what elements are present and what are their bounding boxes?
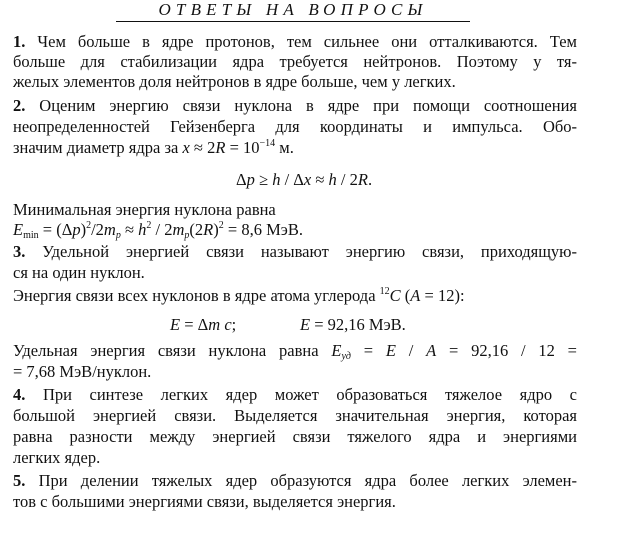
answer-3-line-2: ся на один нуклон. [13, 263, 145, 282]
answer-2-line-2: неопределенностей Гейзенберга для координаты и импульса. Обо- [13, 117, 577, 136]
uncertainty-formula: Δp ≥ h / Δx ≈ h / 2R. [236, 170, 373, 189]
answer-2-line-3: значим диаметр ядра за $x \approx 2R = 10^{-14}$ м. [13, 138, 294, 157]
answer-5-number: 5. [13, 471, 26, 490]
answer-2-line-1: 2. Оценим энергию связи нуклона в ядре при помощи соотношения [13, 96, 578, 115]
answer-3-line-1: 3. Удельной энергией связи называют энергию связи, приходящую- [13, 242, 577, 261]
answer-3-number: 3. [13, 242, 26, 261]
answer-1-line-1: 1. Чем больше в ядре протонов, тем сильнее они отталкиваются. Тем [13, 32, 578, 51]
answer-4-line-2: большой энергией связи. Выделяется значительная энергия, которая [13, 406, 577, 425]
specific-energy-line: Удельная энергия связи нуклона равна $E_{уд} = E / A = 92,16 / 12$ = [13, 341, 577, 362]
answer-4-line-1: 4. При синтезе легких ядер может образоваться тяжелое ядро с [13, 385, 577, 404]
section-header: ОТВЕТЫ НА ВОПРОСЫ [116, 0, 470, 22]
specific-energy-result: = 7,68 МэВ/нуклон. [13, 362, 152, 381]
answer-5-line-2: тов с большими энергиями связи, выделяется энергия. [13, 492, 396, 511]
min-energy-formula: $E_{min} = (\Delta p)^2/2m_p \approx h^2 / 2m_p(2R)^2 = 8,6$ МэВ. [13, 220, 303, 241]
answer-5-line-1: 5. При делении тяжелых ядер образуются ядра более легких элемен- [13, 471, 578, 490]
carbon-energy-text: Энергия связи всех нуклонов в ядре атома углерода $^{12}$C (A = 12): [13, 286, 465, 305]
answer-4-line-4: легких ядер. [13, 448, 101, 467]
answer-4-line-3: равна разности между энергией связи тяжелого ядра и энергиями [13, 427, 577, 446]
answer-1-number: 1. [13, 32, 26, 51]
binding-energy-value: E = 92,16 МэВ. [300, 315, 406, 334]
answer-2-number: 2. [13, 96, 26, 115]
answer-1-line-3: желых элементов доля нейтронов в ядре больше, чем у легких. [13, 72, 456, 91]
min-energy-text: Минимальная энергия нуклона равна [13, 200, 276, 219]
answer-1-line-2: больше для стабилизации ядра требуется нейтронов. Поэтому у тя- [13, 52, 577, 71]
answer-4-number: 4. [13, 385, 26, 404]
binding-energy-formula: E = Δm c; [170, 315, 237, 334]
